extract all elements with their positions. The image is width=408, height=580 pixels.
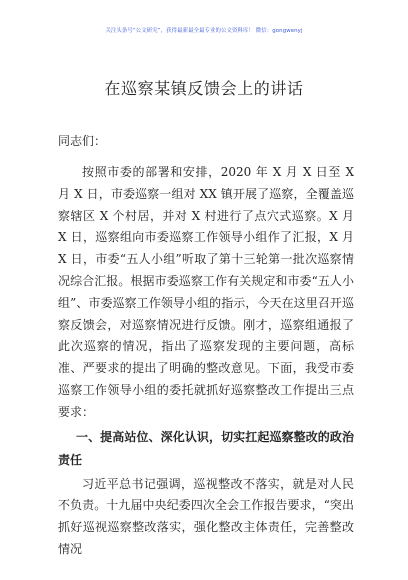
section-heading: 一、提高站位、深化认识，切实扛起巡察整改的政治责任	[58, 429, 354, 467]
body-paragraph: 习近平总书记强调，巡视整改不落实，就是对人民不负责。十九届中央纪委四次全会工作报告要求，“突出抓好巡视巡察整改落实，强化整改主体责任，完善整改情况	[58, 476, 354, 556]
promo-banner[interactable]: 关注头条号“公文研究”，获得最新最全最专业的公文资料库！ 微信：gongwenyj	[105, 28, 303, 34]
document-title: 在巡察某镇反馈会上的讲话	[104, 79, 304, 98]
salutation: 同志们：	[58, 134, 107, 148]
document-body	[58, 162, 354, 561]
body-paragraph: 按照市委的部署和安排，2020 年 X 月 X 日至 X 月 X 日，市委巡察一组对 XX 镇开展了巡察，全覆盖巡察辖区 X 个村居，并对 X 村进行了点穴式巡察。X 月 X 日，巡察组向市委巡察工作领导小组作了汇报，X 月 X 日，市委“五人小组”听取了第十三轮第一批次巡察情况综合汇报。根据市委巡察工作有关规定和市委“五人小组”、市委巡察工作领导小组的指示，今天在这里召开巡察反馈会，对巡察情况进行反馈。刚才，巡察组通报了此次巡察的情况，指出了巡察发现的主要问题，高标准、严要求的提出了明确的整改意见。下面，我受市委巡察工作领导小组的委托就抓好巡察整改工作提出三点要求：	[58, 165, 354, 419]
